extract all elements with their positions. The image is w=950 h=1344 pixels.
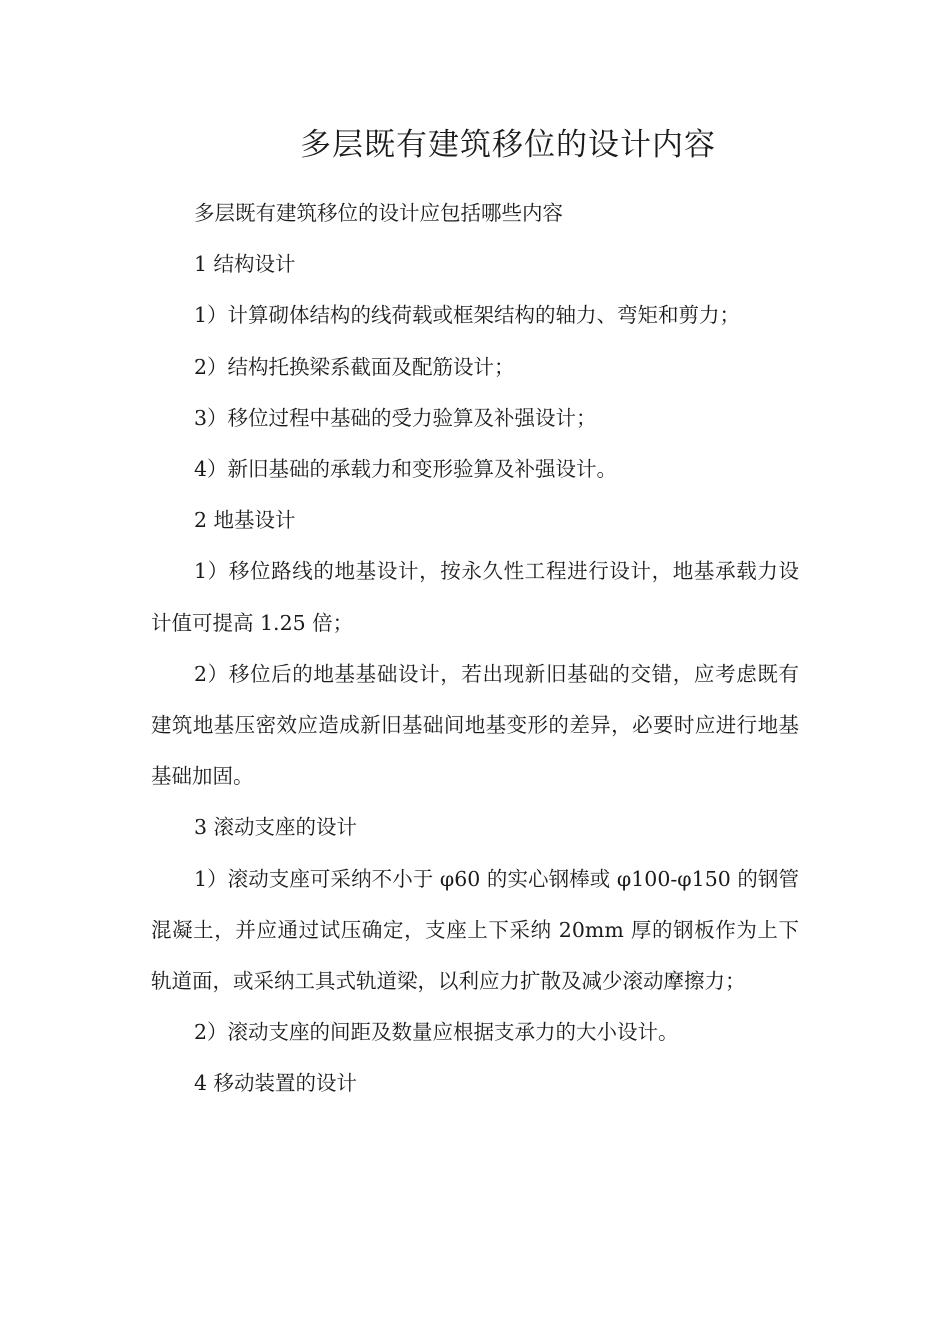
list-item: 2）结构托换梁系截面及配筋设计； — [194, 354, 515, 379]
list-item: 1）移位路线的地基设计，按永久性工程进行设计，地基承载力设计值可提高 1.25 倍； — [151, 559, 799, 635]
section-heading-foundation: 2 地基设计 — [194, 508, 296, 533]
list-item: 2）移位后的地基基础设计，若出现新旧基础的交错，应考虑既有建筑地基压密效应造成新旧基础间地基变形的差异，必要时应进行地基基础加固。 — [151, 661, 799, 789]
list-item: 4）新旧基础的承载力和变形验算及补强设计。 — [194, 457, 618, 482]
section-heading-structure: 1 结构设计 — [194, 252, 296, 277]
list-item: 2）滚动支座的间距及数量应根据支承力的大小设计。 — [194, 1020, 679, 1045]
section-heading-rolling-support: 3 滚动支座的设计 — [194, 815, 358, 840]
list-item: 3）移位过程中基础的受力验算及补强设计； — [194, 405, 597, 430]
paragraph-intro: 多层既有建筑移位的设计应包括哪些内容 — [194, 201, 563, 225]
list-item: 1）滚动支座可采纳不小于 φ60 的实心钢棒或 φ100-φ150 的钢管混凝土，并应通过试压确定，支座上下采纳 20mm 厚的钢板作为上下轨道面，或采纳工具式轨道梁，以利应力扩散及减少滚动摩擦力； — [151, 866, 799, 994]
list-item: 1）计算砌体结构的线荷载或框架结构的轴力、弯矩和剪力； — [194, 303, 741, 328]
document-title: 多层既有建筑移位的设计内容 — [300, 127, 716, 163]
document-body — [151, 188, 799, 1110]
section-heading-moving-device: 4 移动装置的设计 — [194, 1071, 358, 1096]
